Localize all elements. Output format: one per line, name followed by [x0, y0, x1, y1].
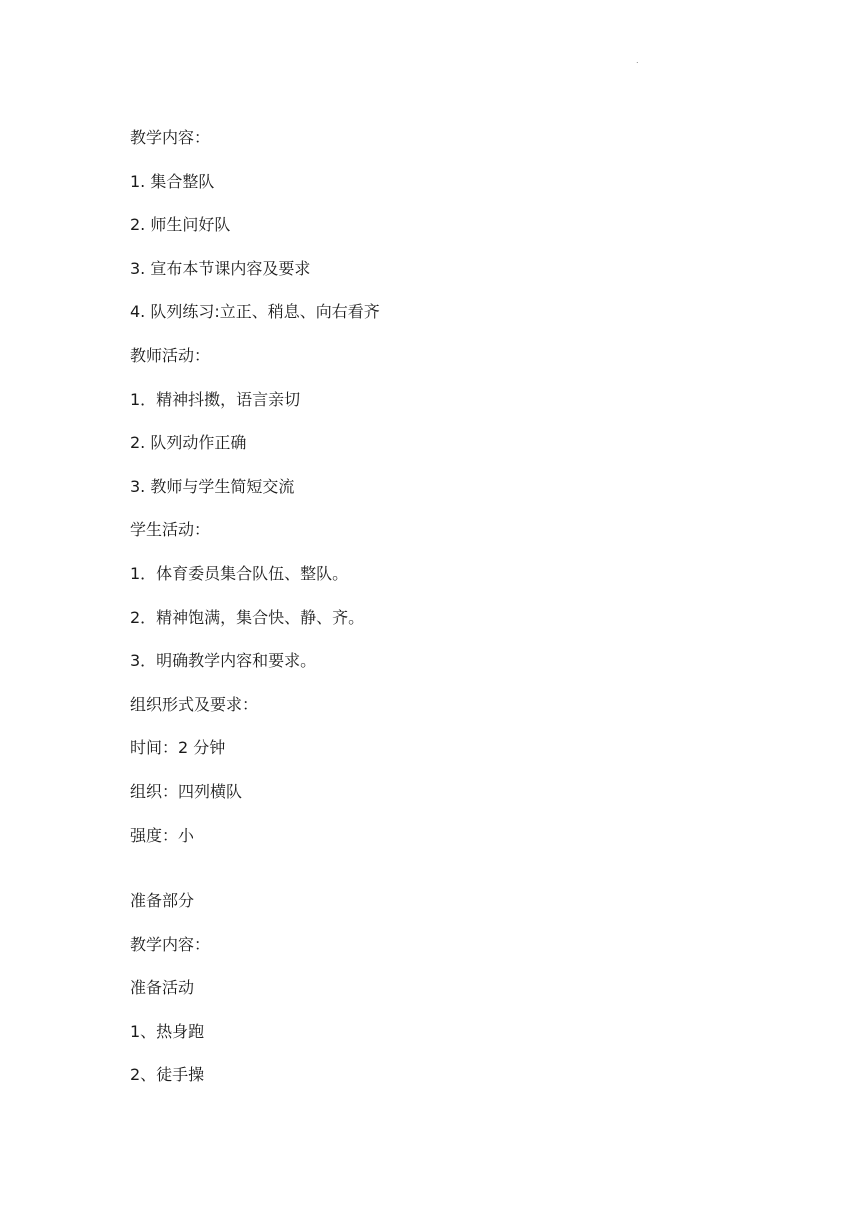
- text-line: 2. 队列动作正确: [130, 433, 247, 453]
- text-line: 教师活动：: [130, 345, 211, 365]
- text-line: 组织：四列横队: [130, 781, 243, 801]
- text-line: 教学内容：: [130, 128, 211, 147]
- paragraph-gap: [130, 865, 770, 887]
- text-line: 教学内容：: [130, 934, 211, 954]
- text-line: 时间：2 分钟: [130, 738, 226, 758]
- text-line: 1. 集合整队: [130, 171, 215, 191]
- text-line: 3. 教师与学生简短交流: [130, 476, 295, 496]
- text-line: 强度：小: [130, 825, 195, 845]
- text-line: 3．明确教学内容和要求。: [130, 651, 317, 671]
- text-line: 2、徒手操: [130, 1065, 205, 1085]
- text-line: 3. 宣布本节课内容及要求: [130, 258, 311, 278]
- document-body: [130, 124, 770, 1105]
- text-line: 4. 队列练习:立正、稍息、向右看齐: [130, 302, 380, 322]
- text-line: 1．体育委员集合队伍、整队。: [130, 563, 349, 583]
- section-preparation: [130, 887, 770, 1105]
- text-line: 组织形式及要求：: [130, 694, 259, 714]
- section-heading: 准备部分: [130, 891, 195, 911]
- text-line: 学生活动：: [130, 520, 211, 540]
- text-line: 2. 师生问好队: [130, 215, 231, 235]
- text-line: 2．精神饱满，集合快、静、齐。: [130, 607, 365, 627]
- text-line: 准备活动: [130, 978, 195, 998]
- header-mark: .: [636, 56, 639, 65]
- text-line: 1、热身跑: [130, 1021, 205, 1041]
- section-opening: [130, 124, 770, 865]
- text-line: 1．精神抖擞，语言亲切: [130, 389, 301, 409]
